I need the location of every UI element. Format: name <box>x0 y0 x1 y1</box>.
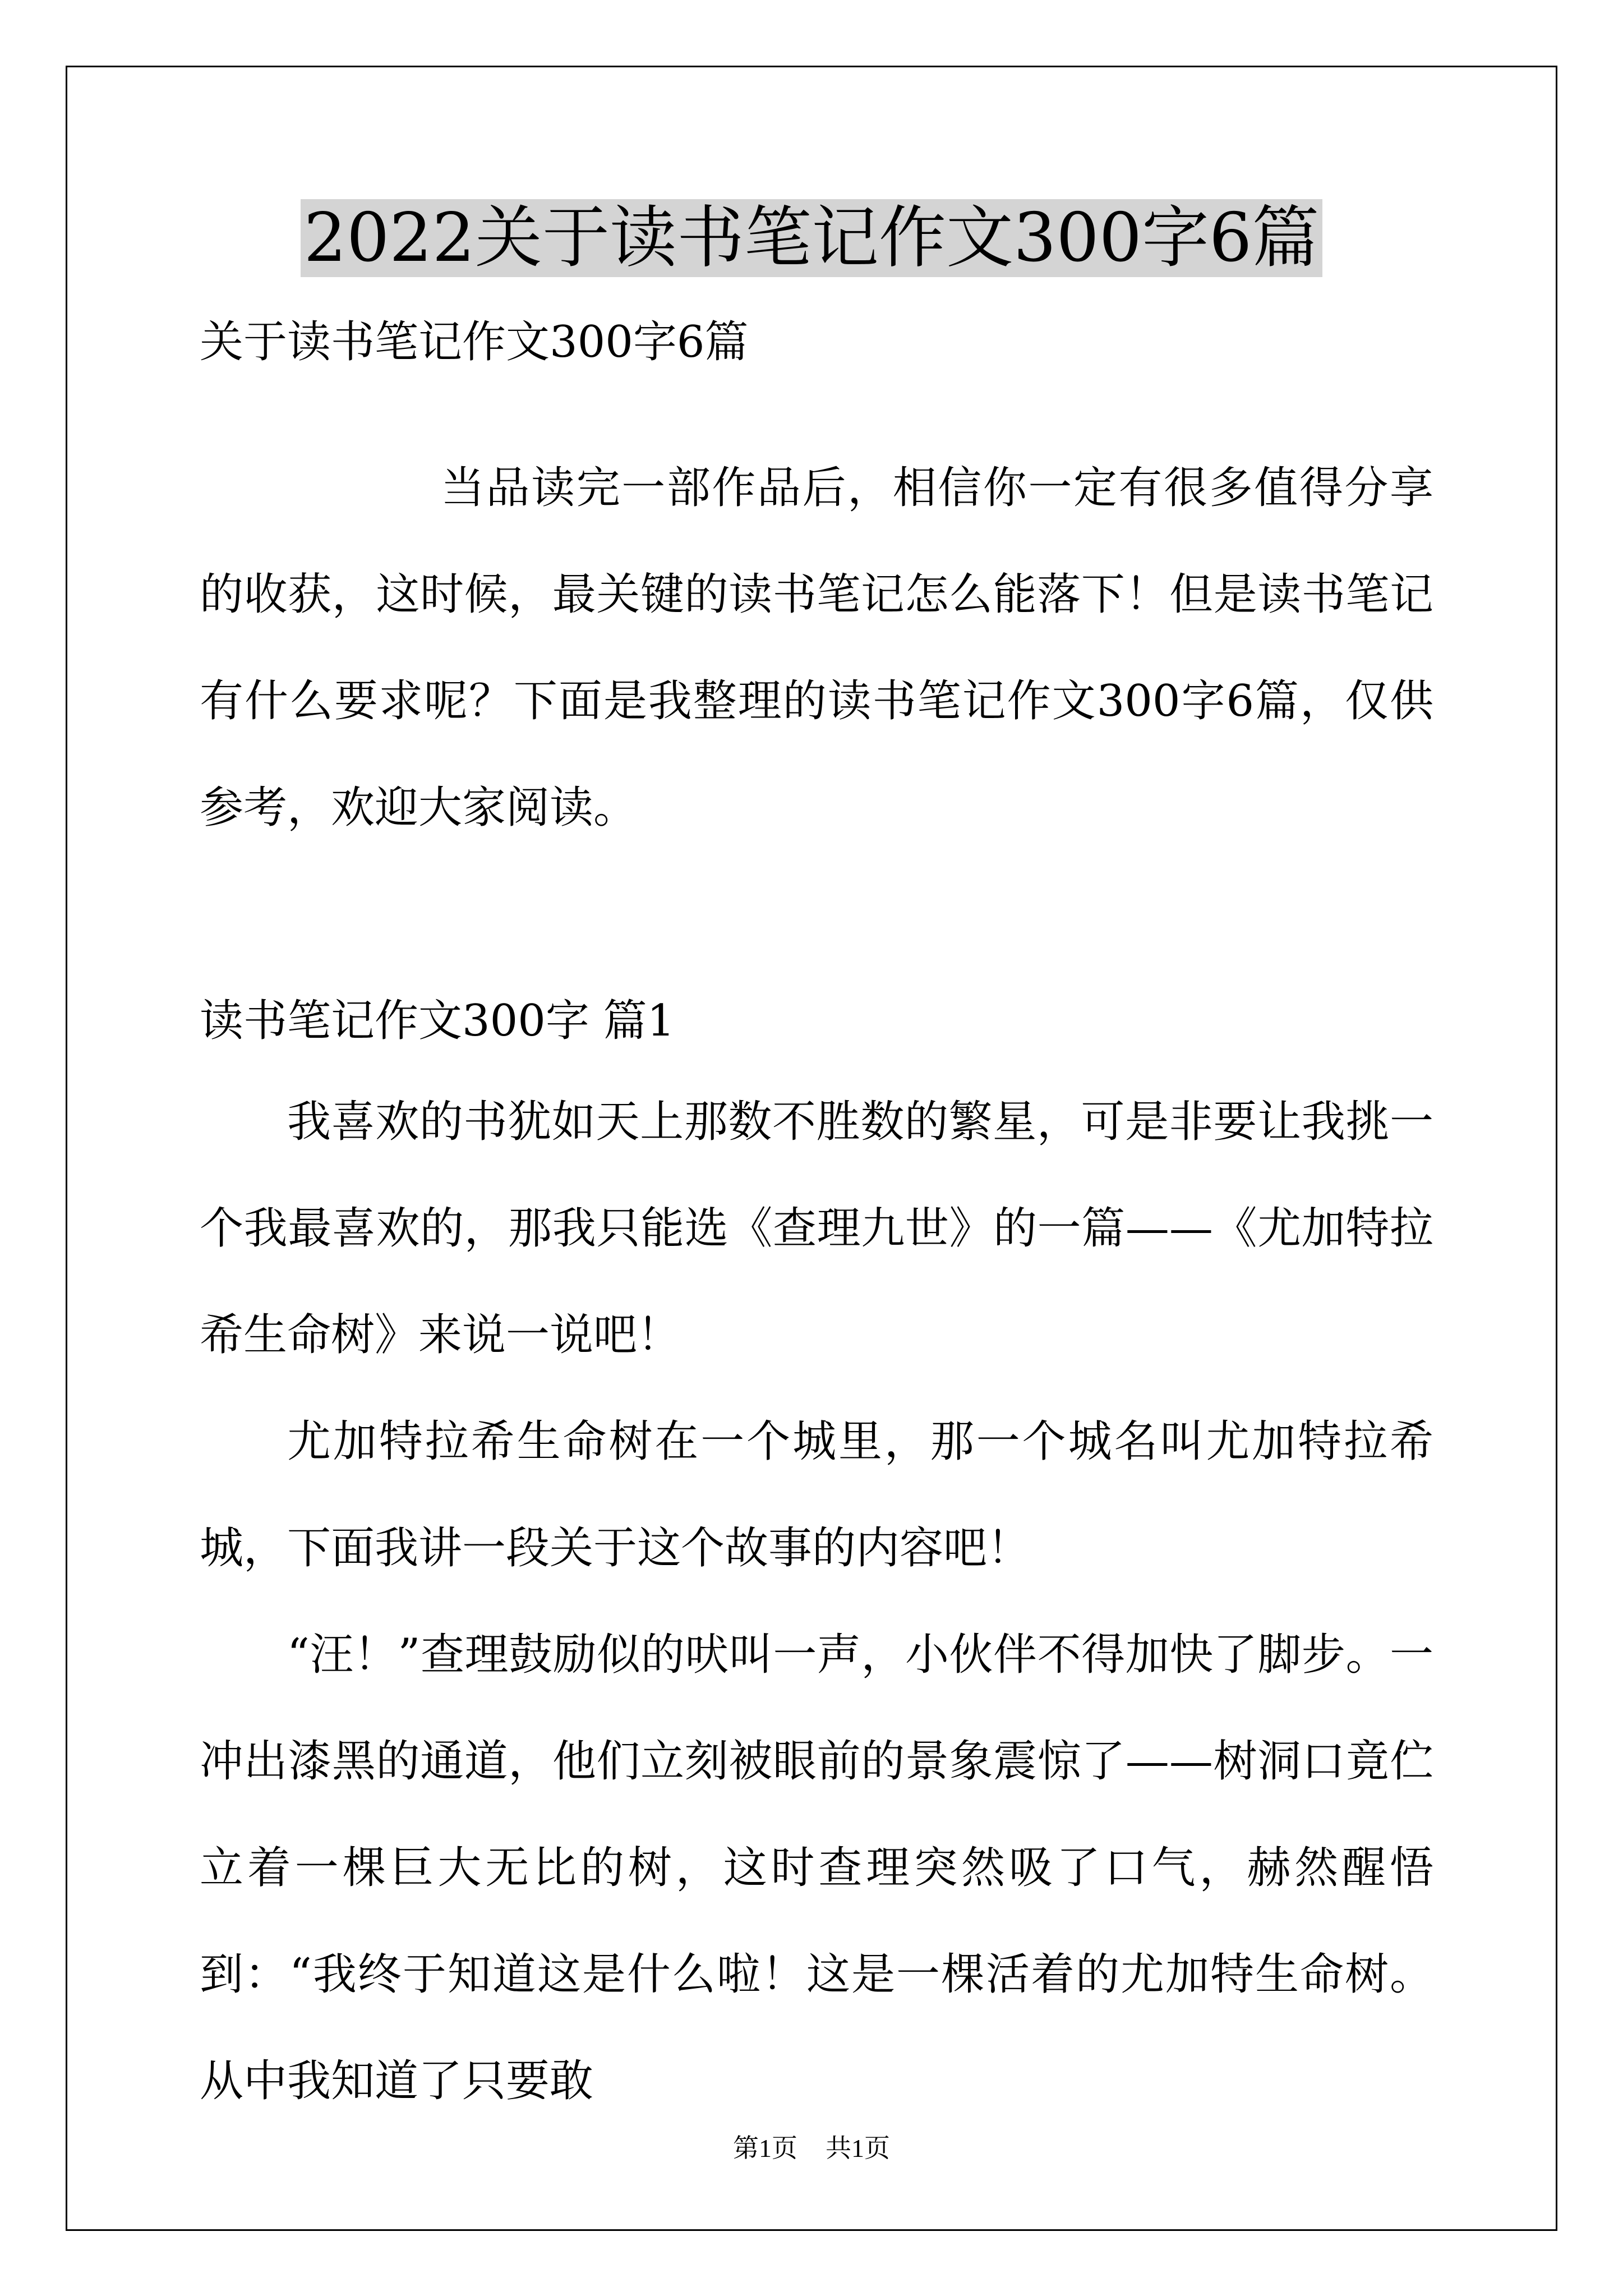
document-subtitle: 关于读书笔记作文300字6篇 <box>200 317 749 367</box>
section-heading: 读书笔记作文300字 篇1 <box>200 996 675 1046</box>
body-paragraph: “汪！”查理鼓励似的吠叫一声，小伙伴不得加快了脚步。一冲出漆黑的通道，他们立刻被眼前的景象震惊了——树洞口竟伫立着一棵巨大无比的树，这时查理突然吸了口气，赫然醒悟到：“我终于知道这是什么啦！这是一棵活着的尤加特生命树。从中我知道了只要敢 <box>200 1630 1433 2106</box>
body-paragraph: 我喜欢的书犹如天上那数不胜数的繁星，可是非要让我挑一个我最喜欢的，那我只能选《查理九世》的一篇——《尤加特拉希生命树》来说一说吧！ <box>200 1097 1433 1360</box>
page-footer <box>0 2132 1623 2165</box>
intro-paragraph: 当品读完一部作品后，相信你一定有很多值得分享的收获，这时候，最关键的读书笔记怎么能落下！但是读书笔记有什么要求呢？下面是我整理的读书笔记作文300字6篇，仅供参考，欢迎大家阅读。 <box>200 463 1433 833</box>
body-paragraph: 尤加特拉希生命树在一个城里，那一个城名叫尤加特拉希城，下面我讲一段关于这个故事的内容吧！ <box>200 1416 1433 1573</box>
page-number-total: 共1页 <box>826 2134 890 2162</box>
document-title <box>0 196 1623 280</box>
page-number-current: 第1页 <box>733 2134 797 2162</box>
document-title-text: 2022关于读书笔记作文300字6篇 <box>301 199 1323 277</box>
